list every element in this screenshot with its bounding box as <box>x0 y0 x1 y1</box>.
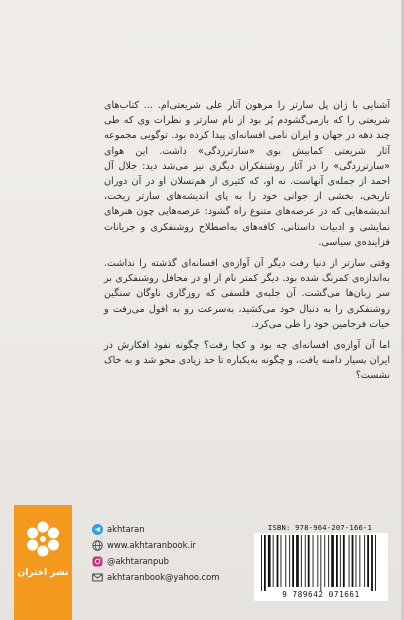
barcode-bar <box>331 535 334 587</box>
barcode-bar <box>264 535 266 591</box>
contact-telegram-text: akhtaran <box>107 524 145 534</box>
paragraph-2: وقتی سارتر از دنیا رفت دیگر آن آوازه‌ی افسانه‌ای گذشته را نداشت. به‌اندازه‌ی کمرنگ شده بود. دیگر کمتر نام از او در محافل روشنفکری بر سر زبان‌ها می‌گشت. آن جلبه‌ی فلسفی که روزگاری ناوگان سنگین روشنفکری را به دنبال خود می‌کشید، به‌سرعت رو به افول می‌رفت و حیات فرجامین خود را طی می‌کرد. <box>104 258 390 330</box>
globe-icon <box>92 540 103 551</box>
barcode-bar <box>289 535 290 587</box>
barcode <box>254 533 388 601</box>
publisher-name: نشر اختران <box>17 568 69 578</box>
barcode-bar <box>308 535 310 587</box>
barcode-bar <box>268 535 271 587</box>
barcode-bar <box>305 535 306 587</box>
barcode-bar <box>301 535 302 587</box>
barcode-bar <box>328 535 329 587</box>
barcode-bar <box>285 535 286 587</box>
barcode-bar <box>317 535 318 587</box>
contact-email-text: akhtaranbook@yahoo.com <box>107 572 220 582</box>
barcode-bar <box>324 535 325 587</box>
barcode-bar <box>371 535 373 591</box>
barcode-bar <box>292 535 294 587</box>
email-icon <box>92 572 103 583</box>
barcode-bar <box>336 535 338 587</box>
isbn-label: ISBN: 978-964-207-166-1 <box>267 523 373 532</box>
paragraph-3: اما آن آوازه‌ی افسانه‌ای چه بود و کجا رفت؟ چگونه نفوذ افکارش در ایران بسیار دامنه یافت، و چگونه به‌یکباره تا حد زیادی محو شد و به خاک نشست؟ <box>104 340 390 382</box>
publisher-logo <box>14 505 72 620</box>
instagram-icon <box>92 556 103 567</box>
barcode-bar <box>359 535 360 587</box>
publisher-contacts <box>92 521 242 585</box>
barcode-bar <box>313 535 314 587</box>
barcode-bar <box>340 535 341 587</box>
barcode-bar <box>281 535 282 587</box>
barcode-bar <box>352 535 354 587</box>
contact-instagram[interactable] <box>92 553 242 569</box>
barcode-bar <box>349 535 350 587</box>
barcode-bars <box>259 535 383 591</box>
contact-email[interactable] <box>92 569 242 585</box>
barcode-bar <box>277 535 279 587</box>
barcode-bar <box>356 535 357 587</box>
barcode-bar <box>320 535 321 591</box>
barcode-bar <box>273 535 274 587</box>
barcode-number: 9 789642 071661 <box>282 590 360 599</box>
back-cover-text <box>104 98 390 388</box>
telegram-icon <box>92 524 103 535</box>
paragraph-1: آشنایی با ژان پل سارتر را مرهون آثار علی شریعتی‌ام. ... کتاب‌های شریعتی را که بازمی‌گشودم پُر بود از نام سارتر و نظرات وی که طی چند دهه در جهان و ایران نامی افسانه‌ای پیدا کرده بود. توگویی مجموعه آثار شریعتی کمابیش بوی «سارترزدگی» داشت. این هوای «سارترزدگی» را در آثار روشنفکران دیگری نیز می‌شد دید: جلال آل احمد از جمله‌ی آنهاست. نه او، که کثیری از هم‌نسلان او در آن دوران تاریخی، بخشی از جوانی خود را به پای اندیشه‌های سارتر ریخت، اندیشه‌هایی که در عرصه‌های متنوع راه گشود: عرصه‌هایی چون هنرهای نمایشی و ادبیات داستانی، کافه‌های به‌اصطلاح روشنفکری و جریانات فزاینده‌ی سیاسی. <box>104 100 390 248</box>
barcode-bar <box>375 535 376 591</box>
contact-telegram[interactable] <box>92 521 242 537</box>
barcode-bar <box>343 535 345 587</box>
contact-instagram-text: @akhtaranpub <box>107 556 169 566</box>
publisher-flower-icon <box>23 519 63 559</box>
contact-website[interactable] <box>92 537 242 553</box>
barcode-bar <box>261 535 262 591</box>
barcode-bar <box>367 535 369 587</box>
contact-website-text: www.akhtaranbook.ir <box>107 540 196 550</box>
barcode-bar <box>296 535 299 587</box>
barcode-bar <box>364 535 365 587</box>
